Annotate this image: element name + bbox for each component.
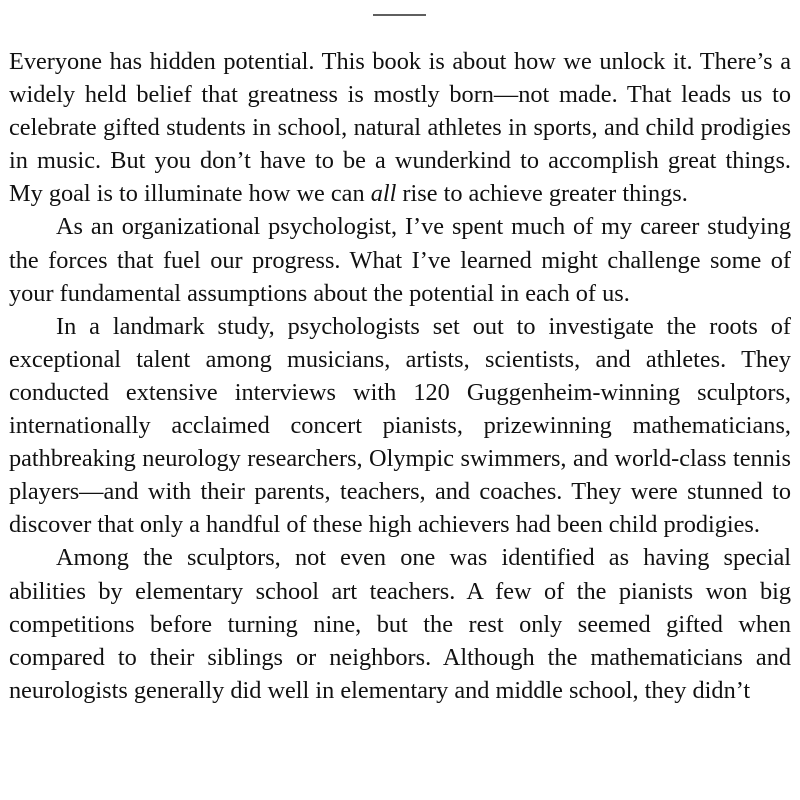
paragraph-1-text-end: rise to achieve greater things.: [396, 180, 688, 208]
page-body: [9, 45, 791, 707]
paragraph-1-text: Everyone has hidden potential. This book is about how we unlock it. There’s a widely held belief that greatness is mostly born—not made. That leads us to celebrate gifted students in school, natural athletes in sports, and child prodigies in music. But you don’t have to be a wunderkind to accomplish great things. My goal is to illuminate how we can: [9, 48, 791, 208]
paragraph-4: Among the sculptors, not even one was identified as having special abilities by elementary school art teachers. A few of the pianists won big competitions before turning nine, but the rest only seemed gifted when compared to their siblings or neighbors. Although the mathematicians and neurologists generally did well in elementary and middle school, they didn’t: [9, 544, 791, 704]
paragraph-2: As an organizational psychologist, I’ve spent much of my career studying the forces that fuel our progress. What I’ve learned might challenge some of your fundamental assumptions about the potential in each of us.: [9, 213, 791, 307]
paragraph-1: [9, 45, 791, 210]
section-divider: [373, 14, 426, 16]
paragraph-1-emphasis: all: [370, 180, 397, 208]
paragraph-3: In a landmark study, psychologists set out to investigate the roots of exceptional talent among musicians, artists, scientists, and athletes. They conducted extensive interviews with 120 Guggenheim-winning sculptors, internationally acclaimed concert pianists, prizewinning mathematicians, pathbreaking neurology researchers, Olympic swimmers, and world-class tennis players—and with their parents, teachers, and coaches. They were stunned to discover that only a handful of these high achievers had been child prodigies.: [9, 312, 791, 539]
